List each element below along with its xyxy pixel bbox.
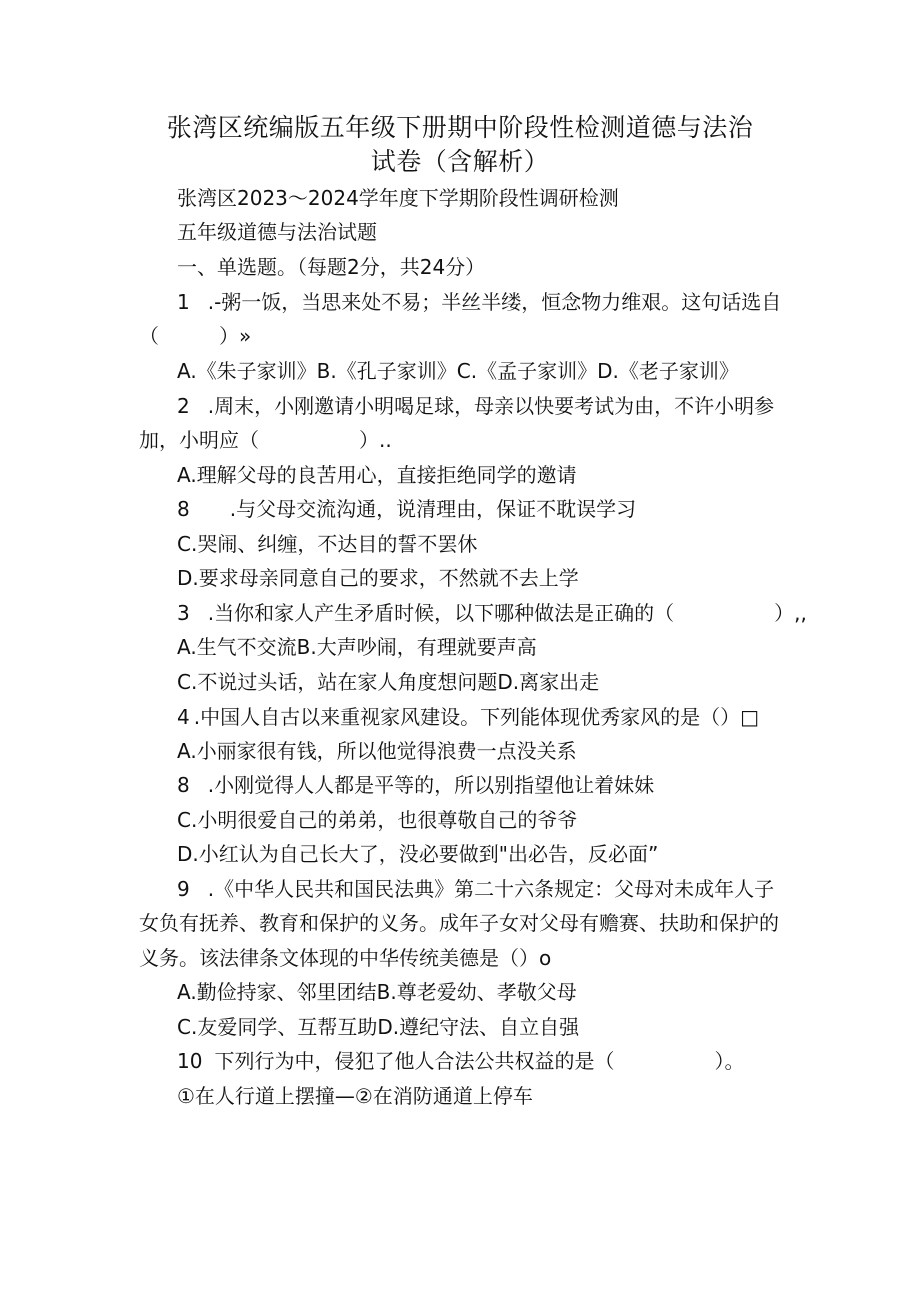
question-3-options-line-1: A.生气不交流B.大声吵闹，有理就要声高 bbox=[177, 635, 537, 659]
question-1-stem bbox=[177, 288, 781, 316]
question-10-stem-text: 下列行为中，侵犯了他人合法公共权益的是（ ）。 bbox=[214, 1049, 745, 1073]
question-4-option-d: D.小红认为自己长大了，没必要做到"出必告，反必面” bbox=[177, 842, 659, 866]
document-title-line-1: 张湾区统编版五年级下册期中阶段性检测道德与法治 bbox=[166, 113, 754, 142]
question-1-stem-line-2: （ ）» bbox=[139, 324, 252, 348]
question-2-stem-text: .周末，小刚邀请小明喝足球，母亲以快要考试为由，不许小明参 bbox=[207, 394, 775, 418]
question-9-stem-text: .《中华人民共和国民法典》第二十六条规定：父母对未成年人子 bbox=[207, 877, 775, 901]
question-1-number: 1 bbox=[177, 290, 190, 314]
question-2-stem-line-2: 加，小明应（ ）.. bbox=[139, 428, 392, 452]
section-heading: 一、单选题。（每题2分，共24分） bbox=[177, 255, 486, 279]
question-4-option-b bbox=[177, 771, 654, 799]
question-1-stem-text: .-粥一饭，当思来处不易；半丝半缕，恒念物力维艰。这句话选自 bbox=[207, 290, 782, 314]
document-title-line-2: 试卷（含解析） bbox=[370, 147, 550, 176]
question-4-option-a: A.小丽家很有钱，所以他觉得浪费一点没关系 bbox=[177, 739, 577, 763]
question-2-option-c: C.哭闹、纠缠，不达目的誓不罢休 bbox=[177, 532, 478, 556]
question-3-stem-text: .当你和家人产生矛盾时候，以下哪种做法是正确的（ ）,, bbox=[207, 601, 807, 625]
question-2-option-d: D.要求母亲同意自己的要求，不然就不去上学 bbox=[177, 566, 579, 590]
question-2-stem bbox=[177, 392, 774, 420]
exam-subtitle: 张湾区2023～2024学年度下学期阶段性调研检测 bbox=[177, 186, 619, 210]
question-3-options-line-2: C.不说过头话，站在家人角度想问题D.离家出走 bbox=[177, 670, 600, 694]
question-9-number: 9 bbox=[177, 877, 190, 901]
question-4-number: 4 bbox=[177, 705, 190, 729]
question-2-option-a: A.理解父母的良苦用心，直接拒绝同学的邀请 bbox=[177, 463, 577, 487]
question-3-stem bbox=[177, 599, 807, 627]
question-2-option-b-text: .与父母交流沟通，说清理由，保证不耽误学习 bbox=[229, 497, 637, 521]
question-9-stem-line-3: 义务。该法律条文体现的中华传统美德是（）o bbox=[139, 946, 552, 970]
question-9-stem-line-2: 女负有抚养、教育和保护的义务。成年子女对父母有赡赛、扶助和保护的 bbox=[139, 911, 779, 935]
question-1-options: A.《朱子家训》B.《孔子家训》C.《孟子家训》D.《老子家训》 bbox=[177, 359, 739, 383]
question-2-number: 2 bbox=[177, 394, 190, 418]
question-4-stem-text: .中国人自古以来重视家风建设。下列能体现优秀家风的是（）□ bbox=[193, 705, 759, 729]
question-9-stem bbox=[177, 875, 774, 903]
question-9-options-line-2: C.友爱同学、互帮互助D.遵纪守法、自立自强 bbox=[177, 1015, 580, 1039]
question-10-items: ①在人行道上摆撞—②在消防通道上停车 bbox=[177, 1084, 533, 1108]
question-10-stem bbox=[177, 1047, 744, 1075]
question-4-option-c: C.小明很爱自己的弟弟，也很尊敬自己的爷爷 bbox=[177, 808, 578, 832]
question-4-option-b-text: .小刚觉得人人都是平等的，所以别指望他让着妹妹 bbox=[207, 773, 655, 797]
question-4-option-b-number: 8 bbox=[177, 773, 190, 797]
exam-name: 五年级道德与法治试题 bbox=[177, 220, 377, 244]
question-4-stem bbox=[177, 703, 759, 731]
question-2-option-b-number: 8 bbox=[177, 497, 190, 521]
question-3-number: 3 bbox=[177, 601, 190, 625]
question-2-option-b bbox=[177, 495, 636, 523]
question-10-number: 10 bbox=[177, 1049, 203, 1073]
question-9-options-line-1: A.勤俭持家、邻里团结B.尊老爱幼、孝敬父母 bbox=[177, 980, 577, 1004]
